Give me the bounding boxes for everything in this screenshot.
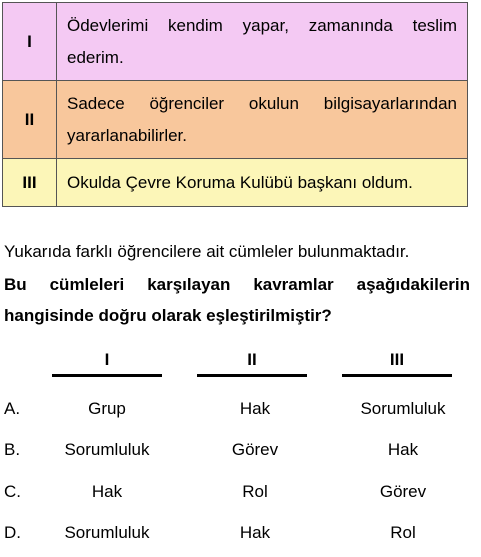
answer-option-b[interactable]: [0, 440, 481, 470]
option-value: Hak: [91, 482, 123, 501]
option-value: Rol: [390, 523, 416, 542]
statement-text: Sadece öğrenciler okulun bilgisayarlarından yararlanabilirler.: [57, 81, 468, 159]
statement-numeral: II: [3, 81, 57, 159]
statement-row: [3, 81, 468, 159]
option-value: Sorumluluk: [360, 399, 446, 418]
option-letter: D.: [4, 523, 21, 542]
statement-row: [3, 159, 468, 207]
option-letter: C.: [4, 482, 21, 501]
statement-numeral: III: [3, 159, 57, 207]
statement-numeral: I: [3, 3, 57, 81]
question-text: Bu cümleleri karşılayan kavramlar aşağıdakilerin hangisinde doğru olarak eşleştirilmiştir?: [4, 275, 470, 325]
option-value: Sorumluluk: [64, 523, 150, 542]
option-value: Hak: [239, 523, 271, 542]
answer-option-d[interactable]: [0, 523, 481, 553]
option-value: Görev: [379, 482, 427, 501]
statement-text: Okulda Çevre Koruma Kulübü başkanı oldum.: [57, 159, 468, 207]
intro-text: Yukarıda farklı öğrencilere ait cümleler bulunmaktadır.: [4, 242, 410, 261]
option-letter: B.: [4, 440, 21, 459]
answer-option-c[interactable]: [0, 482, 481, 512]
answer-option-a[interactable]: [0, 399, 481, 429]
statement-text: Ödevlerimi kendim yapar, zamanında teslim ederim.: [57, 3, 468, 81]
option-value: Hak: [387, 440, 419, 459]
option-value: Görev: [231, 440, 279, 459]
statement-row: [3, 3, 468, 81]
column-header: I: [52, 350, 162, 377]
column-header: II: [197, 350, 307, 377]
option-letter: A.: [4, 399, 21, 418]
option-value: Rol: [242, 482, 268, 501]
option-value: Hak: [239, 399, 271, 418]
option-value: Grup: [88, 399, 126, 418]
column-header: III: [342, 350, 452, 377]
statements-table: [2, 2, 468, 207]
option-value: Sorumluluk: [64, 440, 150, 459]
